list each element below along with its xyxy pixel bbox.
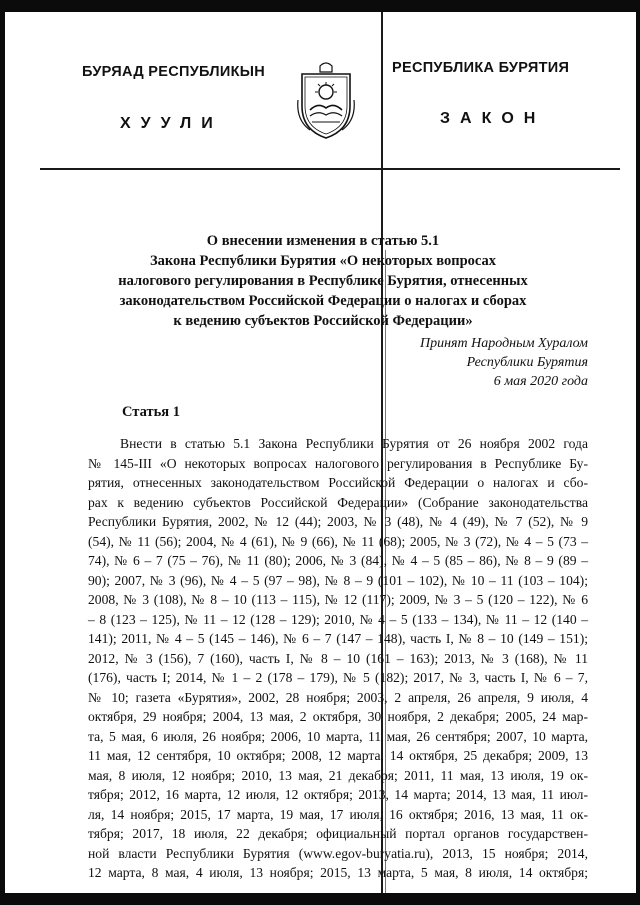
body-line: мая, 8 июля, 12 ноября; 2010, 13 мая, 21 декабря; 2011, 11 мая, 13 июля, 19 ок-	[88, 767, 588, 783]
title-line: Закона Республики Бурятия «О некоторых вопросах	[149, 253, 497, 269]
title-line: О внесении изменения в статью 5.1	[206, 233, 440, 249]
title-line: законодательством Российской Федерации о налогах и сборах	[119, 293, 527, 309]
body-line: № 10; газета «Бурятия», 2002, 28 ноября; 2003, 2 апреля, 26 апреля, 9 июля, 4	[88, 689, 588, 705]
body-line: – 8 (123 – 125), № 11 – 12 (128 – 129); 2010, № 4 – 5 (133 – 134), № 11 – 12 (140 –	[88, 611, 588, 627]
title-line: налогового регулирования в Республике Бурятия, отнесенных	[118, 273, 528, 289]
article-body	[88, 434, 588, 883]
body-line: (54), № 11 (56); 2004, № 4 (61), № 9 (66), № 11 (68); 2005, № 3 (72), № 4 – 5 (73 –	[88, 533, 588, 549]
body-line: тября; 2012, 16 марта, 12 июля, 12 октября; 2013, 14 марта; 2014, 13 мая, 11 июл-	[88, 787, 588, 802]
body-line: 74), № 6 – 7 (75 – 76), № 11 (80); 2006, № 3 (84), № 4 – 5 (85 – 86), № 8 – 9 (89 –	[88, 553, 588, 568]
body-line: 2008, № 3 (108), № 8 – 10 (113 – 115), № 12 (117); 2009, № 3 – 5 (120 – 122), № 6	[88, 592, 588, 607]
body-line: 90); 2007, № 3 (96), № 4 – 5 (97 – 98), № 8 – 9 (101 – 102), № 10 – 11 (103 – 104);	[88, 572, 588, 588]
body-line: Республики Бурятия, 2002, № 12 (44); 2003, № 3 (48), № 4 (49), № 7 (52), № 9	[88, 514, 588, 529]
body-line: ля, 14 ноября; 2015, 17 марта, 19 мая, 17 июля, 16 октября; 2016, 13 мая, 11 ок-	[88, 806, 588, 822]
body-line: 141); 2011, № 4 – 5 (145 – 146), № 6 – 7 (147 – 148), часть I, № 8 – 10 (149 – 151);	[88, 631, 588, 646]
body-line: октября, 29 ноября; 2004, 13 мая, 2 октября, 30 ноября, 2 декабря; 2005, 24 мар-	[88, 709, 588, 724]
body-line: (176), часть I; 2014, № 1 – 2 (178 – 179), № 5 (182); 2017, № 3, часть I, № 6 – 7,	[88, 670, 588, 685]
header-doc-type-buryat: ХУУЛИ	[120, 115, 223, 132]
scan-border-right	[636, 0, 640, 905]
body-line: рах к ведению субъектов Российской Федерации» (Собрание законодательства	[88, 494, 588, 510]
coat-of-arms-icon	[296, 60, 356, 142]
header-republic-russian: РЕСПУБЛИКА БУРЯТИЯ	[392, 60, 570, 76]
adoption-line: Принят Народным Хуралом	[419, 336, 588, 351]
header-divider	[40, 168, 620, 170]
header-republic-buryat: БУРЯАД РЕСПУБЛИКЫН	[82, 64, 266, 80]
title-line: к ведению субъектов Российской Федерации»	[173, 313, 473, 329]
body-line: Внести в статью 5.1 Закона Республики Бурятия от 26 ноября 2002 года	[120, 436, 588, 451]
adoption-line: 6 мая 2020 года	[493, 374, 588, 389]
law-title	[100, 231, 546, 331]
body-line: рятия, отнесенных законодательством Российской Федерации о налогах и сбо-	[88, 475, 588, 490]
body-line: та, 5 мая, 6 июля, 26 ноября; 2006, 10 марта, 11 мая, 26 сентября; 2007, 10 марта,	[88, 728, 588, 744]
body-line: 12 марта, 8 мая, 4 июля, 13 ноября; 2015, 13 марта, 5 мая, 8 июля, 14 октября;	[88, 865, 588, 880]
body-line: № 145-III «О некоторых вопросах налогового регулирования в Республике Бу-	[88, 455, 588, 471]
body-line: ной власти Республики Бурятия (www.egov-buryatia.ru), 2013, 15 ноября; 2014,	[88, 845, 588, 861]
body-line: 2012, № 3 (156), 7 (160), часть I, № 8 – 10 (161 – 163); 2013, № 3 (168), № 11	[88, 650, 588, 666]
scan-border-left	[0, 0, 5, 905]
adoption-note	[370, 334, 588, 391]
header-doc-type-russian: ЗАКОН	[440, 110, 546, 127]
article-heading: Статья 1	[122, 404, 180, 420]
body-line: 11 мая, 12 сентября, 10 октября; 2008, 12 марта, 14 октября, 25 декабря; 2009, 13	[88, 748, 588, 763]
body-line: тября; 2017, 18 июля, 22 декабря; официальный портал органов государствен-	[88, 826, 588, 841]
adoption-line: Республики Бурятия	[466, 355, 588, 370]
scan-border-bottom	[0, 893, 640, 905]
scan-border-top	[0, 0, 640, 12]
